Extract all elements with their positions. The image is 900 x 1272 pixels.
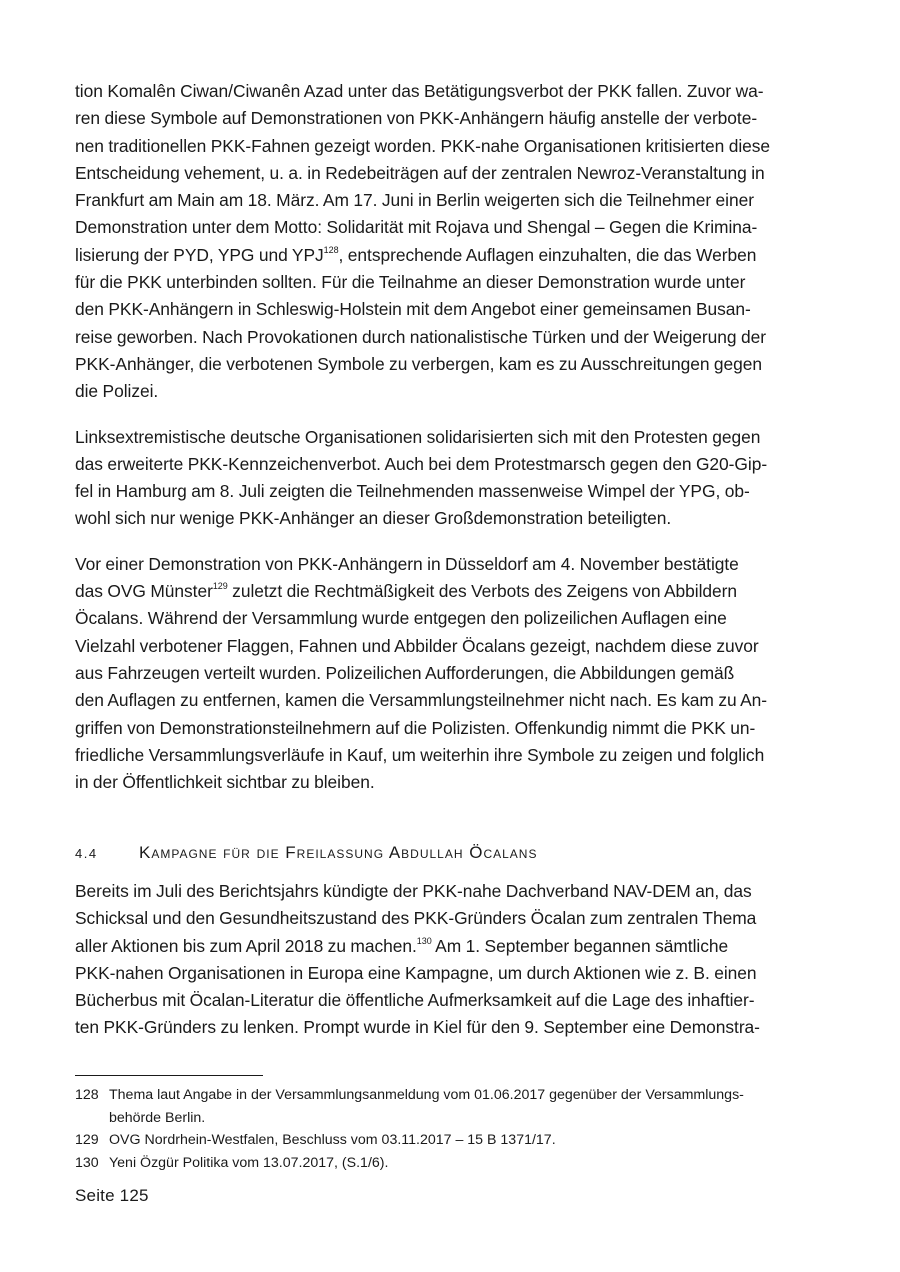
section-title: Kampagne für die Freilassung Abdullah Öcalans (139, 843, 538, 862)
text-line: griffen von Demonstrationsteilnehmern auf die Polizisten. Offenkundig nimmt die PKK un- (75, 717, 756, 738)
footnote-128 (75, 1084, 825, 1129)
text-segment: das OVG Münster (75, 581, 213, 602)
text-line: Linksextremistische deutsche Organisationen solidarisierten sich mit den Protesten gegen (75, 426, 761, 447)
footnote-130 (75, 1152, 825, 1175)
section-paragraph (75, 878, 825, 1042)
footnotes (75, 1084, 825, 1174)
text-segment: zuletzt die Rechtmäßigkeit des Verbots des Zeigens von Abbildern (227, 581, 737, 602)
text-segment: aller Aktionen bis zum April 2018 zu machen. (75, 935, 417, 956)
footnote-number: 128 (75, 1087, 99, 1103)
text-line: Frankfurt am Main am 18. März. Am 17. Juni in Berlin weigerten sich die Teilnehmer einer (75, 190, 754, 211)
text-line: Vor einer Demonstration von PKK-Anhängern in Düsseldorf am 4. November bestätigte (75, 553, 739, 574)
footnote-text (109, 1084, 744, 1129)
body-text (75, 78, 825, 796)
text-line: reise geworben. Nach Provokationen durch nationalistische Türken und der Weigerung der (75, 326, 766, 347)
page-number: Seite 125 (75, 1186, 149, 1205)
text-line: tion Komalên Ciwan/Ciwanên Azad unter das Betätigungsverbot der PKK fallen. Zuvor wa- (75, 81, 764, 101)
footnote-number: 130 (75, 1154, 99, 1171)
footnote-number: 129 (75, 1132, 99, 1149)
text-line: Entscheidung vehement, u. a. in Redebeiträgen auf der zentralen Newroz-Veranstaltung in (75, 162, 765, 183)
text-line: die Polizei. (75, 381, 159, 402)
text-line: Schicksal und den Gesundheitszustand des PKK-Gründers Öcalan zum zentralen Thema (75, 908, 757, 929)
footnote-line: OVG Nordrhein-Westfalen, Beschluss vom 03.11.2017 – 15 B 1371/17. (109, 1132, 556, 1149)
text-line: das erweiterte PKK-Kennzeichenverbot. Auch bei dem Protestmarsch gegen den G20-Gip- (75, 453, 768, 474)
footnote-ref-129[interactable]: 129 (212, 581, 228, 592)
paragraph-3 (75, 551, 825, 797)
text-line: Vielzahl verbotener Flaggen, Fahnen und Abbilder Öcalans gezeigt, nachdem diese zuvor (75, 635, 759, 656)
footnote-text (109, 1152, 388, 1175)
footnote-line: Thema laut Angabe in der Versammlungsanmeldung vom 01.06.2017 gegenüber der Versammlungs- (109, 1087, 744, 1103)
text-line: ren diese Symbole auf Demonstrationen von PKK-Anhängern häufig anstelle der verbote- (75, 108, 758, 129)
text-line: PKK-Anhänger, die verbotenen Symbole zu verbergen, kam es zu Ausschreitungen gegen (75, 353, 763, 374)
footnote-ref-128[interactable]: 128 (323, 244, 339, 255)
section-heading (75, 843, 825, 863)
text-line (75, 578, 825, 605)
text-line: Bereits im Juli des Berichtsjahrs kündigte der PKK-nahe Dachverband NAV-DEM an, das (75, 881, 752, 901)
text-line: Öcalans. Während der Versammlung wurde entgegen den polizeilichen Auflagen eine (75, 608, 727, 629)
text-line: in der Öffentlichkeit sichtbar zu bleiben. (75, 772, 375, 793)
text-line: Demonstration unter dem Motto: Solidarität mit Rojava und Shengal – Gegen die Krimina- (75, 217, 758, 238)
paragraph-2 (75, 424, 825, 533)
text-line: friedliche Versammlungsverläufe in Kauf, um weiterhin ihre Symbole zu zeigen und folglich (75, 744, 765, 765)
text-line (75, 933, 825, 960)
footnote-text (109, 1129, 556, 1152)
paragraph-1 (75, 78, 825, 406)
text-line (75, 242, 825, 269)
text-line: für die PKK unterbinden sollten. Für die Teilnahme an dieser Demonstration wurde unter (75, 272, 746, 293)
text-segment: Am 1. September begannen sämtliche (431, 935, 729, 956)
text-line: fel in Hamburg am 8. Juli zeigten die Teilnehmenden massenweise Wimpel der YPG, ob- (75, 481, 750, 502)
text-line: nen traditionellen PKK-Fahnen gezeigt worden. PKK-nahe Organisationen kritisierten diese (75, 135, 771, 156)
section-number: 4.4 (75, 846, 98, 861)
text-line: ten PKK-Gründers zu lenken. Prompt wurde in Kiel für den 9. September eine Demonstra- (75, 1017, 760, 1038)
text-line: Bücherbus mit Öcalan-Literatur die öffentliche Aufmerksamkeit auf die Lage des inhaftier- (75, 990, 755, 1011)
footnote-129 (75, 1129, 825, 1152)
text-line: PKK-nahen Organisationen in Europa eine Kampagne, um durch Aktionen wie z. B. einen (75, 962, 757, 983)
text-line: wohl sich nur wenige PKK-Anhänger an dieser Großdemonstration beteiligten. (75, 508, 672, 529)
text-segment: , entsprechende Auflagen einzuhalten, die das Werben (338, 244, 757, 265)
text-segment: lisierung der PYD, YPG und YPJ (75, 244, 324, 265)
text-line: den Auflagen zu entfernen, kamen die Versammlungsteilnehmer nicht nach. Es kam zu An- (75, 690, 768, 711)
footnote-ref-130[interactable]: 130 (416, 935, 432, 946)
text-line: aus Fahrzeugen verteilt wurden. Polizeilichen Aufforderungen, die Abbildungen gemäß (75, 662, 735, 683)
text-line: den PKK-Anhängern in Schleswig-Holstein mit dem Angebot einer gemeinsamen Busan- (75, 299, 751, 320)
footnote-line: Yeni Özgür Politika vom 13.07.2017, (S.1/6). (109, 1154, 389, 1171)
footnote-divider (75, 1075, 263, 1076)
footnote-line: behörde Berlin. (109, 1109, 206, 1126)
